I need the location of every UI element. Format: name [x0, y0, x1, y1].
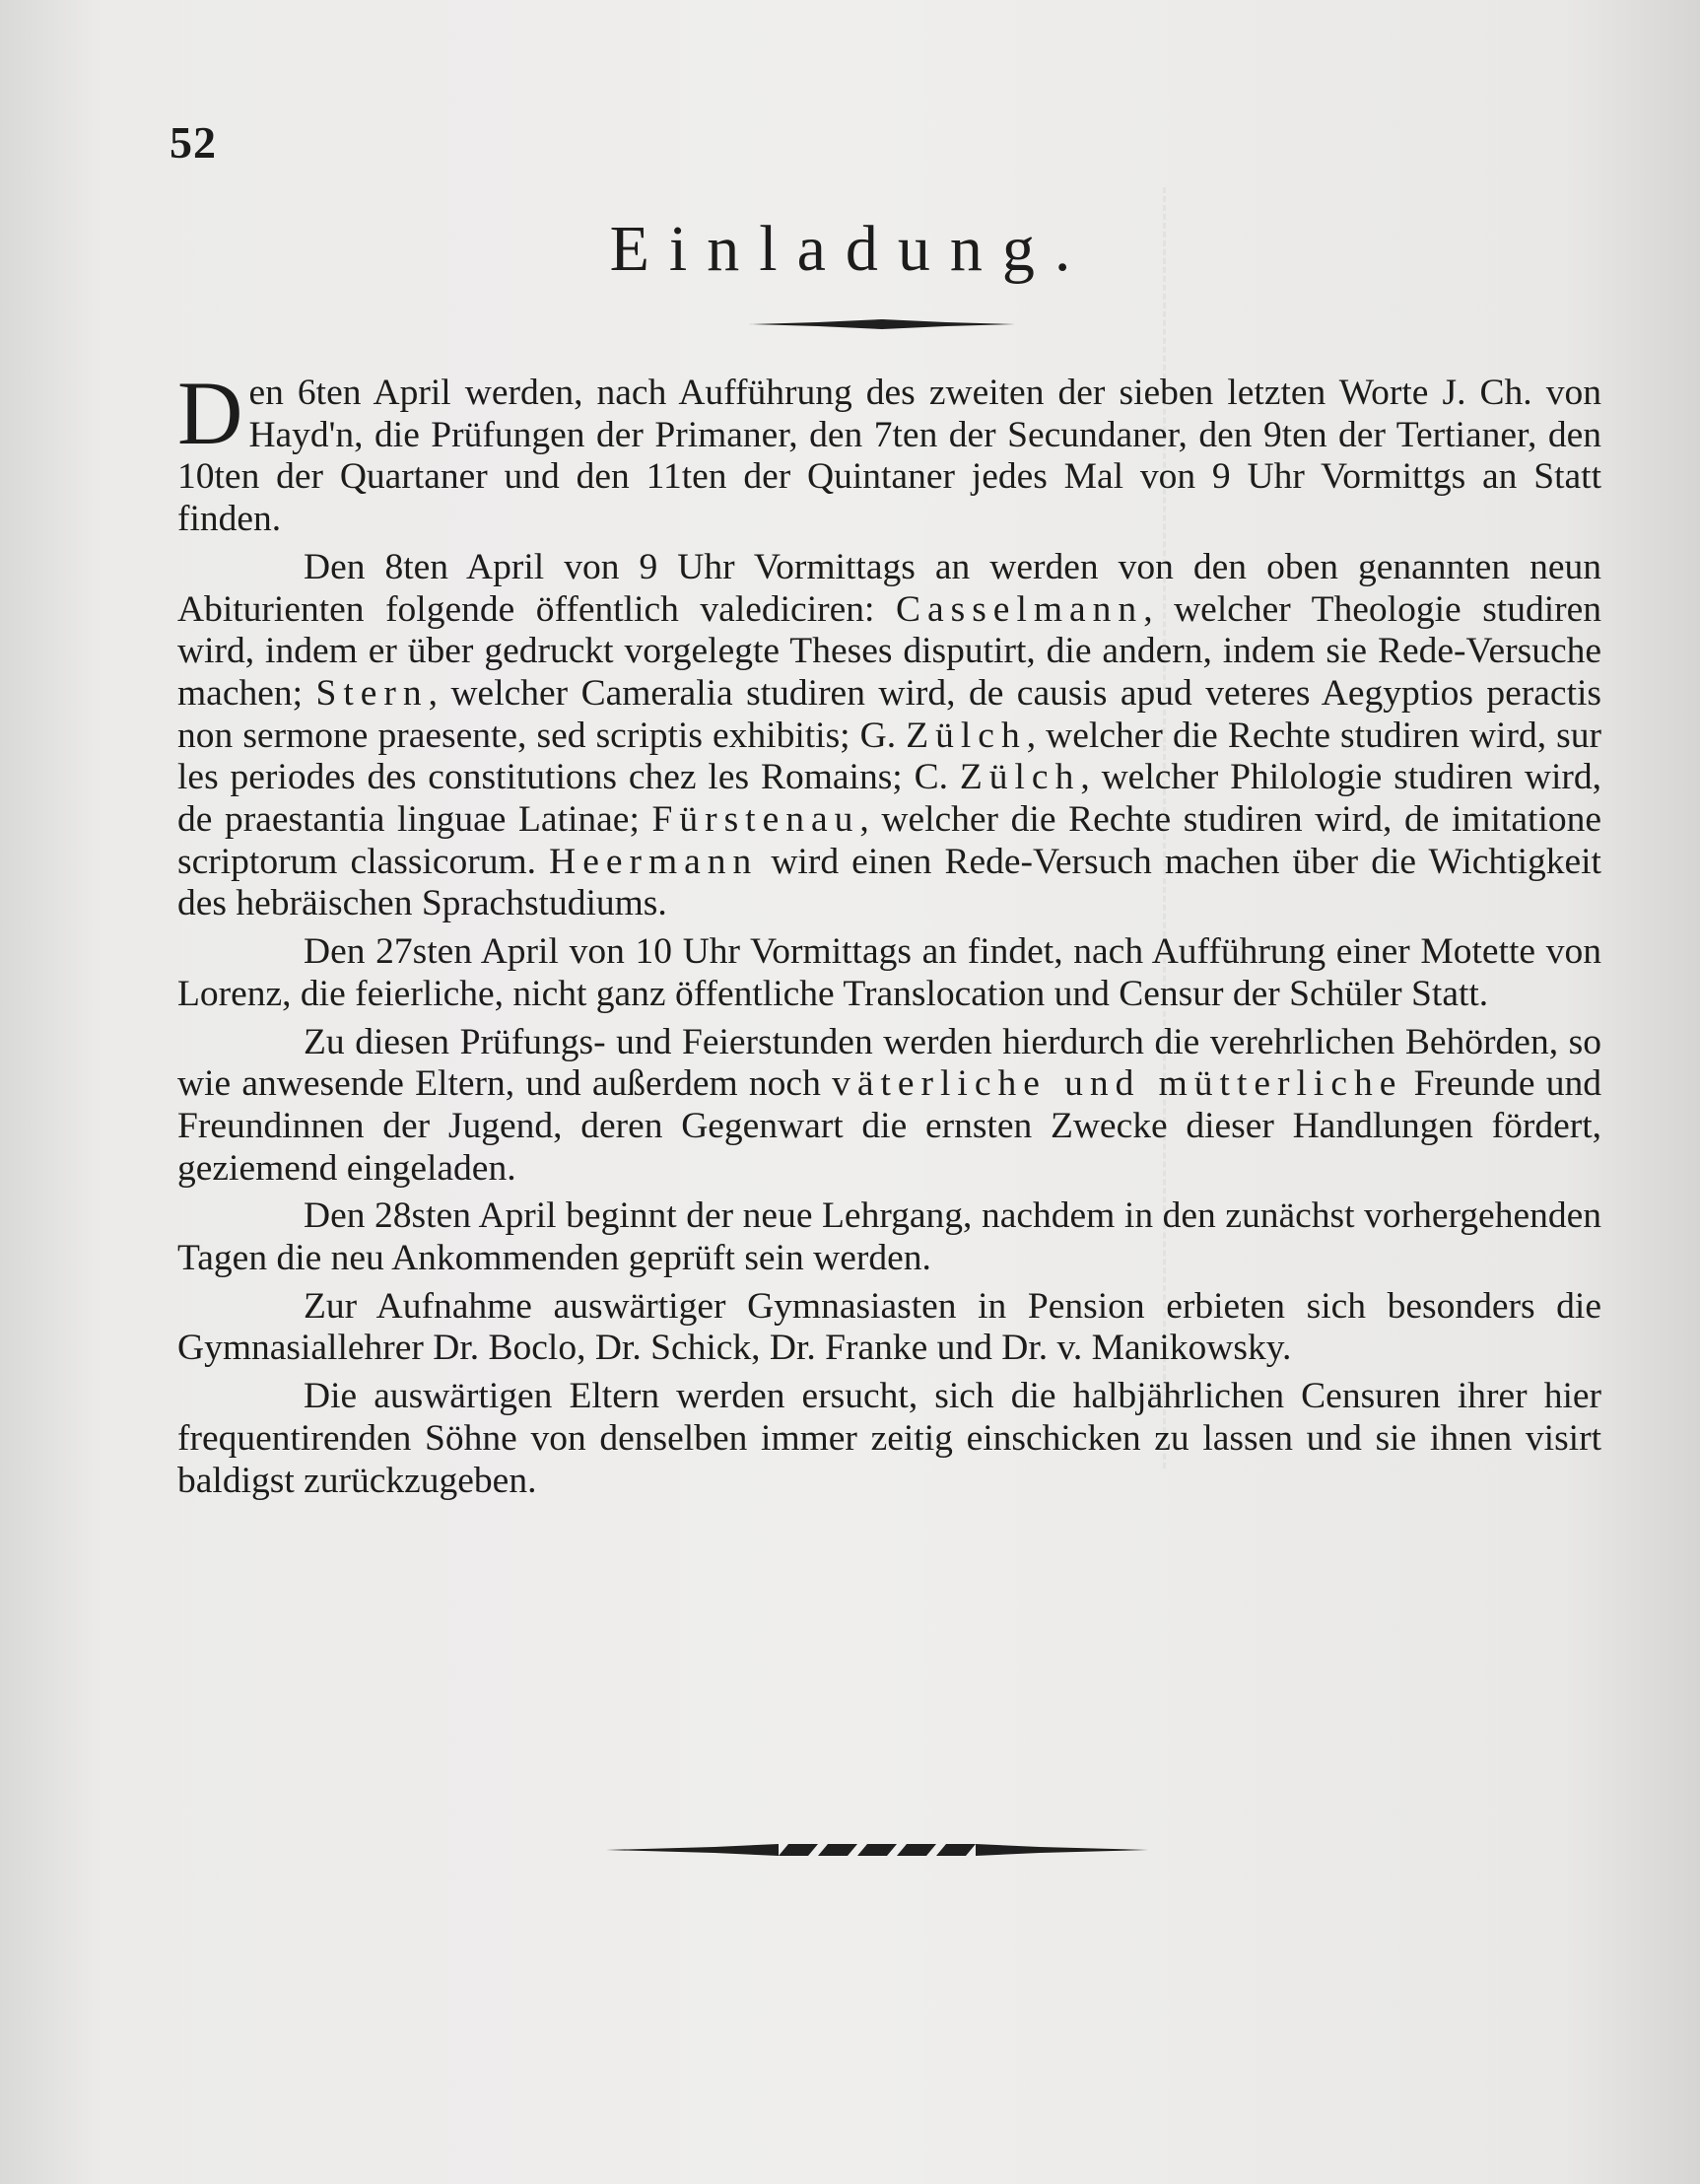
page-title: Einladung. — [609, 213, 1091, 285]
text-run: , welcher Philologie studiren wird, de praestantia linguae Latinae; — [177, 757, 1601, 841]
title-rule-ornament — [749, 317, 1015, 331]
text-run: Den 8ten April von 9 Uhr Vormittags an werden von den oben genannten neun Abiturienten folgende öffentlich valediciren: — [177, 546, 1601, 630]
student-name: Stern — [315, 672, 429, 714]
student-name: Casselmann — [895, 588, 1144, 630]
spaced-text: väterliche und mütterliche — [832, 1063, 1403, 1105]
paragraph-examinations — [177, 363, 1601, 541]
text-run: , welcher die Rechte studiren wird, sur les periodes des constitutions chez les Romains; C. — [177, 715, 1601, 798]
text-run: , welcher Cameralia studiren wird, de causis apud veteres Aegyptios peractis non sermone praesente, sed scriptis exhibitis; G. — [177, 672, 1602, 756]
text-run: Freunde und Freundinnen der Jugend, deren Gegenwart die ernsten Zwecke dieser Handlungen fördert, geziemend eingeladen. — [177, 1063, 1601, 1189]
drop-cap: D — [177, 363, 243, 463]
text-run: wird einen Rede-Versuch machen über die Wichtigkeit des hebräischen Sprachstudiums. — [177, 841, 1601, 924]
invitation-text — [177, 363, 1602, 1502]
text-run: , welcher Theologie studiren wird, indem er über gedruckt vorgelegte Theses disputirt, die andern, indem sie Rede-Versuche machen; — [177, 588, 1602, 714]
paragraph-invitation — [177, 1022, 1601, 1191]
student-name: Zülch — [959, 757, 1081, 798]
paragraph-boarding: Zur Aufnahme auswärtiger Gymnasiasten in Pension erbieten sich besonders die Gymnasiallehrer Dr. Boclo, Dr. Schick, Dr. Franke und Dr. v. Manikowsky. — [177, 1285, 1601, 1369]
student-name: Fürstenau — [651, 799, 860, 841]
text-run: , welcher die Rechte studiren wird, de imitatione scriptorum classicorum. — [177, 799, 1602, 882]
page-number: 52 — [170, 117, 217, 168]
text-run: Zu diesen Prüfungs- und Feierstunden werden hierdurch die verehrlichen Behörden, so wie anwesende Eltern, und außerdem noch — [177, 1021, 1601, 1105]
paragraph-translocation: Den 27sten April von 10 Uhr Vormittags an findet, nach Aufführung einer Motette von Lorenz, die feierliche, nicht ganz öffentliche Translocation und Censur der Schüler Statt. — [177, 931, 1601, 1014]
student-name: Heermann — [549, 841, 759, 882]
paragraph-new-term: Den 28sten April beginnt der neue Lehrgang, nachdem in den zunächst vorhergehenden Tagen die neu Ankommenden geprüft sein werden. — [177, 1195, 1601, 1279]
student-name: Zülch — [906, 715, 1027, 756]
paragraph-text: en 6ten April werden, nach Aufführung des zweiten der sieben letzten Worte J. Ch. von Hayd'n, die Prüfungen der Primaner, den 7ten der Secundaner, den 9ten der Tertianer, den 10ten der Quartaner und den 11ten der Quintaner jedes Mal von 9 Uhr Vormittgs an Statt finden. — [177, 373, 1601, 540]
paragraph-valediction — [177, 547, 1601, 925]
paragraph-parents: Die auswärtigen Eltern werden ersucht, sich die halbjährlichen Censuren ihrer hier frequentirenden Söhne von denselben immer zeitig einschicken zu lassen und sie ihnen visirt baldigst zurückzugeben. — [177, 1376, 1601, 1501]
closing-rule-ornament — [606, 1839, 1148, 1861]
